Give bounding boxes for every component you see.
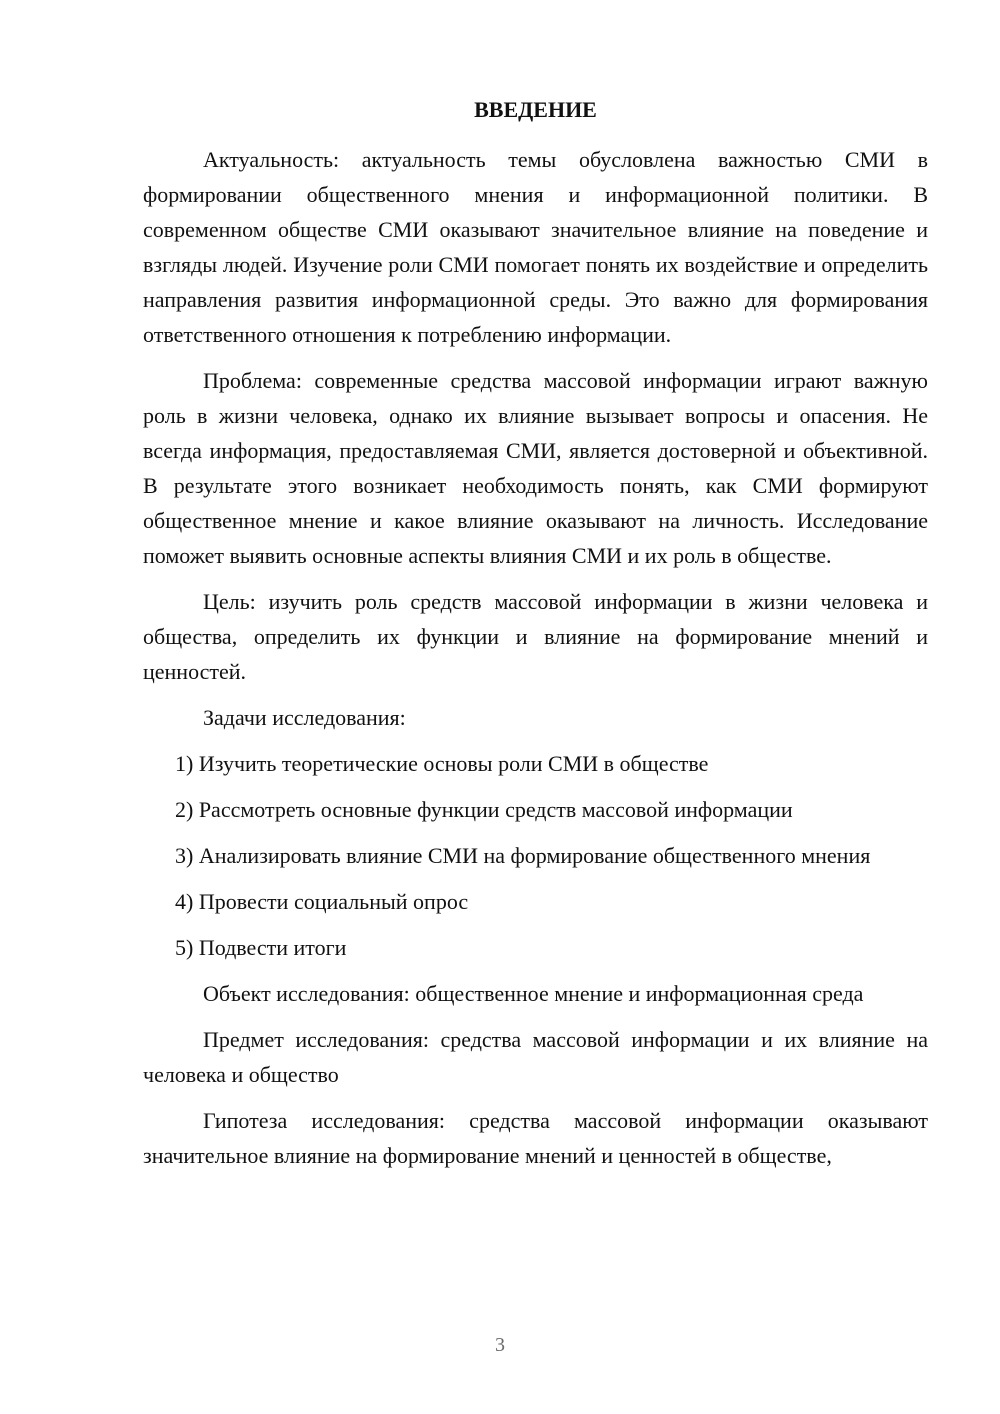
task-item: 2) Рассмотреть основные функции средств массовой информации [175, 797, 793, 822]
paragraph-tasks-heading: Задачи исследования: [203, 705, 406, 730]
section-title: ВВЕДЕНИЕ [474, 97, 597, 122]
task-item: 4) Провести социальный опрос [175, 889, 469, 914]
task-item: 5) Подвести итоги [175, 935, 347, 960]
paragraph-object: Объект исследования: общественное мнение и информационная среда [203, 981, 864, 1006]
task-item: 1) Изучить теоретические основы роли СМИ в обществе [175, 751, 709, 776]
page-number: 3 [495, 1334, 505, 1356]
paragraph-problem: Проблема: современные средства массовой информации играют важную роль в жизни человека, однако их влияние вызывает вопросы и опасения. Не всегда информация, предоставляемая СМИ, является достоверной и объективной. В результате этого возникает необходимость понять, как СМИ формируют общественное мнение и какое влияние оказывают на личность. Исследование поможет выявить основные аспекты влияния СМИ и их роль в обществе. [143, 368, 928, 568]
paragraph-goal: Цель: изучить роль средств массовой информации в жизни человека и общества, определить их функции и влияние на формирование мнений и ценностей. [143, 589, 928, 684]
paragraph-subject: Предмет исследования: средства массовой информации и их влияние на человека и общество [143, 1027, 928, 1087]
paragraph-relevance: Актуальность: актуальность темы обусловлена важностью СМИ в формировании общественного мнения и информационной политики. В современном обществе СМИ оказывают значительное влияние на поведение и взгляды людей. Изучение роли СМИ помогает понять их воздействие и определить направления развития информационной среды. Это важно для формирования ответственного отношения к потреблению информации. [143, 147, 928, 347]
page-content [143, 92, 928, 1184]
paragraph-hypothesis: Гипотеза исследования: средства массовой информации оказывают значительное влияние на формирование мнений и ценностей в обществе, [143, 1108, 928, 1168]
task-item: 3) Анализировать влияние СМИ на формирование общественного мнения [175, 843, 871, 868]
